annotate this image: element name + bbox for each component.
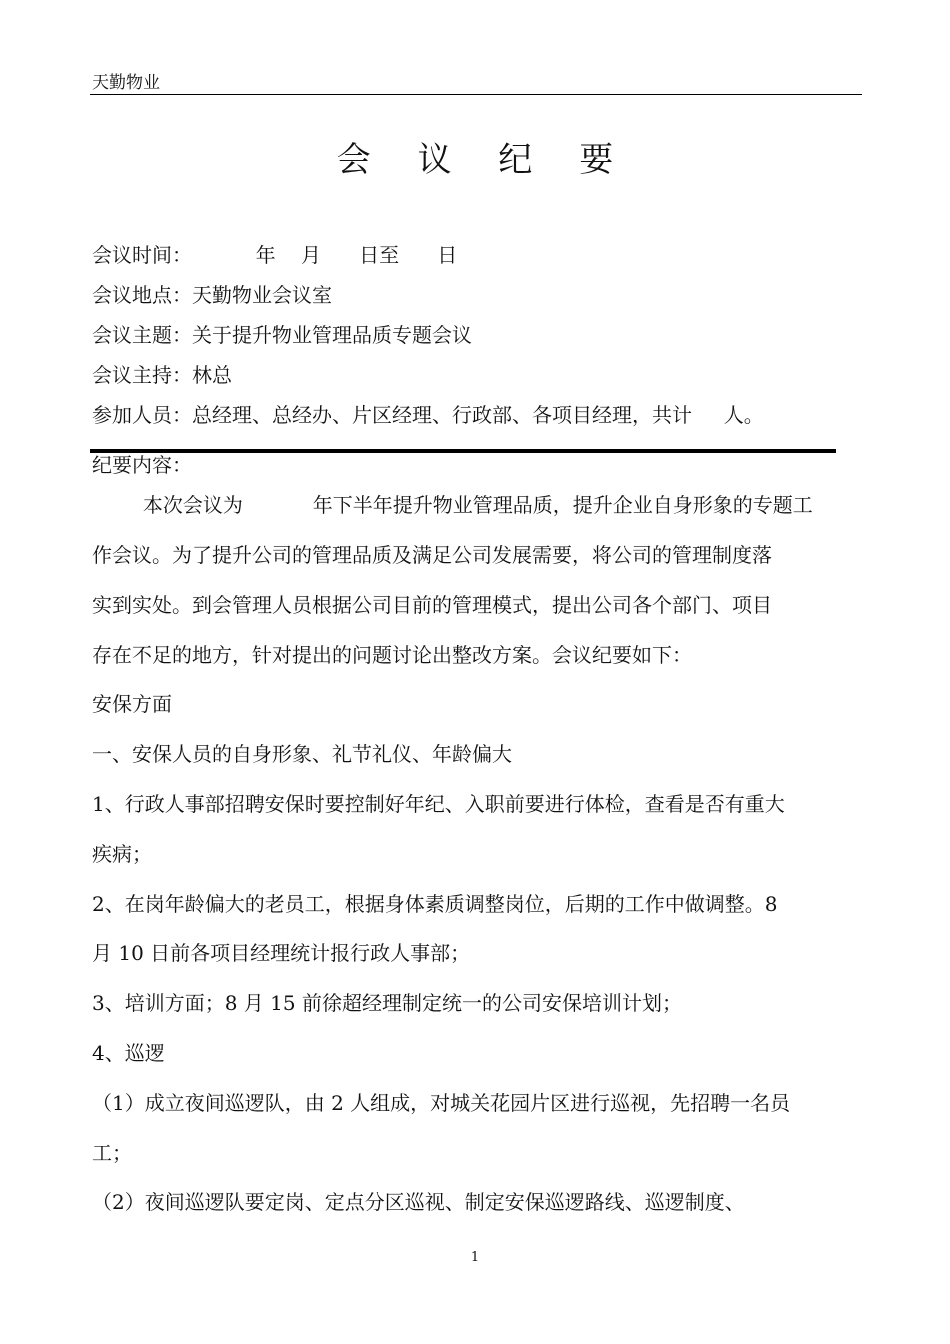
body-line: 4、巡逻 <box>92 1041 165 1065</box>
meeting-topic: 会议主题：关于提升物业管理品质专题会议 <box>92 323 472 347</box>
body-line: 2、在岗年龄偏大的老员工，根据身体素质调整岗位，后期的工作中做调整。8 <box>92 892 778 916</box>
body-line: （2）夜间巡逻队要定岗、定点分区巡视、制定安保巡逻路线、巡逻制度、 <box>92 1190 745 1214</box>
content-label: 纪要内容： <box>92 453 192 477</box>
body-line: 实到实处。到会管理人员根据公司目前的管理模式，提出公司各个部门、项目 <box>92 593 772 617</box>
page-number: 1 <box>470 1250 480 1265</box>
section-divider <box>90 449 836 453</box>
body-line: 作会议。为了提升公司的管理品质及满足公司发展需要，将公司的管理制度落 <box>92 543 772 567</box>
header-org: 天勤物业 <box>92 73 160 93</box>
body-line: 工； <box>92 1141 132 1165</box>
body-line: 3、培训方面；8 月 15 前徐超经理制定统一的公司安保培训计划； <box>92 991 682 1015</box>
body-line: 月 10 日前各项目经理统计报行政人事部； <box>92 941 471 965</box>
section-heading: 安保方面 <box>92 692 172 716</box>
body-line: 1、行政人事部招聘安保时要控制好年纪、入职前要进行体检，查看是否有重大 <box>92 792 785 816</box>
body-line: （1）成立夜间巡逻队，由 2 人组成，对城关花园片区进行巡视，先招聘一名员 <box>92 1091 791 1115</box>
body-line: 本次会议为 年下半年提升物业管理品质，提升企业自身形象的专题工 <box>92 493 813 517</box>
meeting-place: 会议地点：天勤物业会议室 <box>92 283 332 307</box>
header-divider <box>90 94 862 95</box>
document-title: 会 议 纪 要 <box>336 140 632 180</box>
body-line: 疾病； <box>92 842 152 866</box>
meeting-host: 会议主持：林总 <box>92 363 232 387</box>
meeting-attendees: 参加人员：总经理、总经办、片区经理、行政部、各项目经理，共计 人。 <box>92 403 764 427</box>
body-line: 存在不足的地方，针对提出的问题讨论出整改方案。会议纪要如下： <box>92 643 692 667</box>
subsection-heading: 一、安保人员的自身形象、礼节礼仪、年龄偏大 <box>92 742 512 766</box>
meeting-time: 会议时间： 年 月 日至 日 <box>92 243 458 267</box>
